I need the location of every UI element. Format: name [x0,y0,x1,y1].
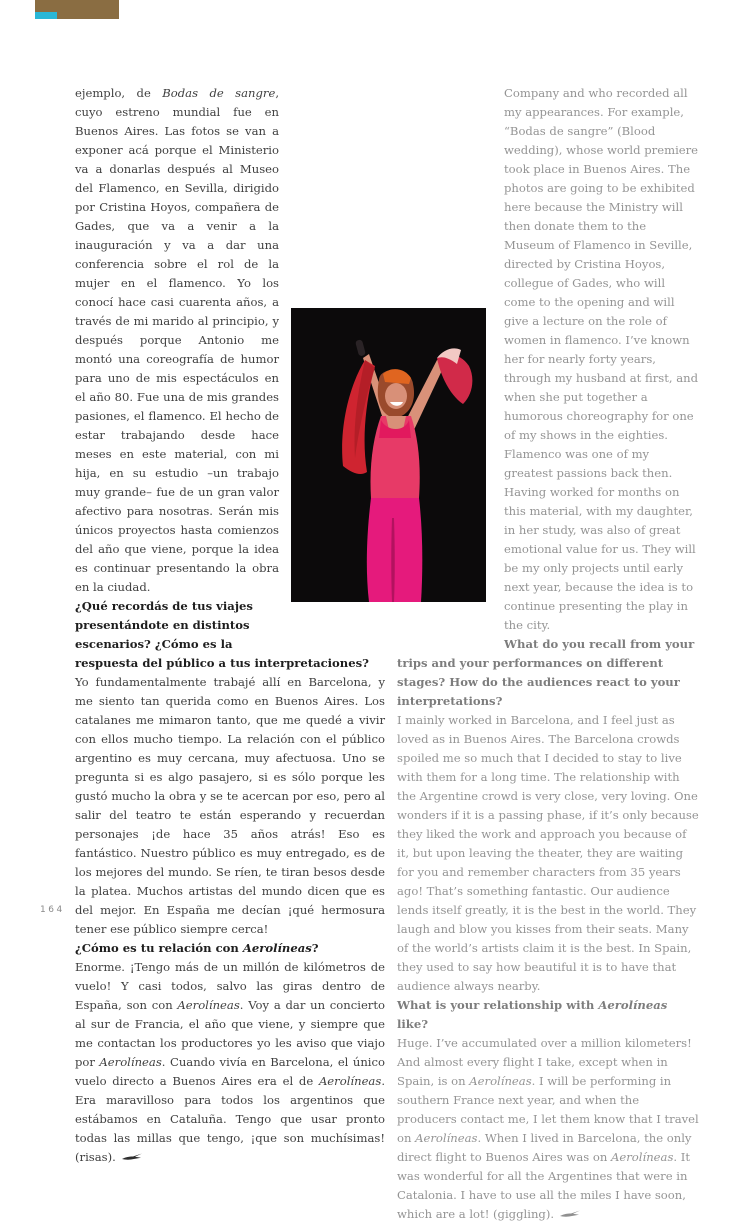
aerolineas-condor-icon [121,1152,143,1161]
spanish-paragraph-2: Yo fundamentalmente trabajé allí en Barcelona, y me siento tan querida como en Buenos Aires. Los catalanes me mimaron tanto, que me quedé a vivir con ellos mucho tiempo. La relación con el público argentino es muy cercana, muy afectuosa. Uno se pregunta si es algo pasajero, si es sólo porque les gustó mucho la obra y se te acercan por eso, pero al salir del teatro te están esperando y recuerdan personajes ¡de hace 35 años atrás! Eso es fantástico. Nuestro público es muy entregado, es de los mejores del mundo. Se ríen, te tiran besos desde la platea. Muchos artistas del mundo dicen que es del mejor. En España me decían ¡qué hermosura tener ese público siempre cerca! [75,675,385,936]
performer-photo-illustration [291,308,486,602]
spanish-paragraph-3: Enorme. ¡Tengo más de un millón de kilómetros de vuelo! Y casi todos, salvo las giras dentro de España, son con Aerolíneas. Voy a dar un concierto al sur de Francia, el año que viene, y siempre que me contactan los productores yo les aviso que viajo por Aerolíneas. Cuando vivía en Barcelona, el único vuelo directo a Buenos Aires era el de Aerolíneas. Era maravilloso para todos los argentinos que estábamos en Cataluña. Tengo que usar pronto todas las millas que tengo, ¡que son muchísimas! (risas). [75,960,385,1164]
english-paragraph-3: Huge. I’ve accumulated over a million kilometers! And almost every flight I take, except when in Spain, is on Aerolíneas. I will be performing in southern France next year, and when the producers contact me, I let them know that I travel on Aerolíneas. When I lived in Barcelona, the only direct flight to Buenos Aires was on Aerolíneas. It was wonderful for all the Argentines that were in Catalonia. I have to use all the miles I have soon, which are a lot! (giggling). [397,1036,699,1221]
spanish-question-1: ¿Qué recordás de tus viajes presentándote en distintos escenarios? ¿Cómo es la respuesta del público a tus interpretaciones? [75,599,369,670]
corner-tab-cyan [35,12,57,19]
column-english [397,84,700,1224]
english-question-1: What do you recall from your trips and your performances on different stages? How do the audiences react to your interpretations? [397,637,695,708]
performer-photo [291,308,486,602]
english-paragraph-2: I mainly worked in Barcelona, and I feel just as loved as in Buenos Aires. The Barcelona crowds spoiled me so much that I decided to stay to live with them for a long time. The relationship with the Argentine crowd is very close, very loving. One wonders if it is a passing phase, if it’s only because they liked the work and approach you because of it, but upon leaving the theater, they are waiting for you and remember characters from 35 years ago! That’s something fantastic. Our audience lends itself greatly, it is the best in the world. They laugh and blow you kisses from their seats. Many of the world’s artists claim it is the best. In Spain, they used to say how beautiful it is to have that audience always nearby. [397,713,699,993]
column-spanish [75,84,385,1167]
english-paragraph-1: Company and who recorded all my appearances. For example, “Bodas de sangre” (Blood wedding), whose world premiere took place in Buenos Aires. The photos are going to be exhibited here because the Ministry will then donate them to the Museum of Flamenco in Seville, directed by Cristina Hoyos, collegue of Gades, who will come to the opening and will give a lecture on the role of women in flamenco. I’ve known her for nearly forty years, through my husband at first, and when she put together a humorous choreography for one of my shows in the eighties. Flamenco was one of my greatest passions back then. Having worked for months on this material, with my daughter, in her study, was also of great emotional value for us. They will be my only projects until early next year, because the idea is to continue presenting the play in the city. [504,86,699,632]
english-question-2: What is your relationship with Aerolíneas like? [397,998,668,1031]
aerolineas-condor-icon [559,1209,581,1218]
spanish-question-2: ¿Cómo es tu relación con Aerolíneas? [75,941,319,955]
page-number: 164 [40,905,65,915]
spanish-paragraph-1: ejemplo, de Bodas de sangre, cuyo estreno mundial fue en Buenos Aires. Las fotos se van a exponer acá porque el Ministerio va a donarlas después al Museo del Flamenco, en Sevilla, dirigido por Cristina Hoyos, compañera de Gades, que va a venir a la inauguración y va a dar una conferencia sobre el rol de la mujer en el flamenco. Yo los conocí hace casi cuarenta años, a través de mi marido al principio, y después porque Antonio me montó una coreografía de humor para uno de mis espectáculos en el año 80. Fue una de mis grandes pasiones, el flamenco. El hecho de estar trabajando desde hace meses en este material, con mi hija, en su estudio –un trabajo muy grande– fue de un gran valor afectivo para nosotras. Serán mis únicos proyectos hasta comienzos del año que viene, porque la idea es continuar presentando la obra en la ciudad. [75,86,280,594]
